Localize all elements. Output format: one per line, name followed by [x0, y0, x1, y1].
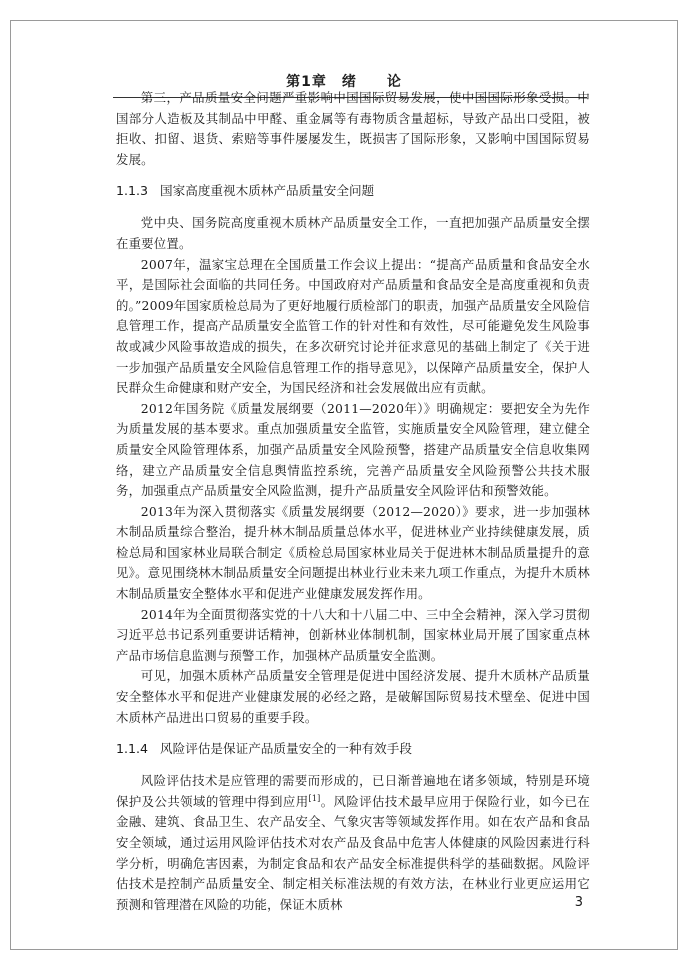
paragraph-text: 风险评估技术是应管理的需要而形成的，已日渐普遍地在诸多领域，特别是环境保护及公共领域的管理中得到应用 — [116, 773, 590, 809]
page-number: 3 — [574, 895, 583, 910]
paragraph: 可见，加强木质林产品质量安全管理是促进中国经济发展、提升木质林产品质量安全整体水平和促进产业健康发展的必经之路，是破解国际贸易技术壁垒、促进中国木质林产品进出口贸易的重要手段。 — [116, 668, 590, 725]
chapter-running-head: 第1章 绪 论 — [286, 74, 402, 90]
paragraph: 第三，产品质量安全问题严重影响中国国际贸易发展，使中国国际形象受损。中国部分人造板及其制品中甲醛、重金属等有毒物质含量超标，导致产品出口受阻，被拒收、扣留、退货、索赔等事件屡屡发生，既损害了国际形象，又影响中国国际贸易发展。 — [116, 90, 590, 167]
section-number: 1.1.3 — [116, 183, 149, 199]
section-number: 1.1.4 — [116, 741, 149, 757]
paragraph: 2012年国务院《质量发展纲要（2011—2020年）》明确规定：要把安全为先作为质量发展的基本要求。重点加强质量安全监管，实施质量安全风险管理，建立健全质量安全风险管理体系，加强产品质量安全风险预警，搭建产品质量安全信息收集网络，建立产品质量安全信息舆情监控系统，完善产品质量安全风险预警公共技术服务，加强重点产品质量安全风险监测，提升产品质量安全风险评估和预警效能。 — [116, 400, 590, 499]
section-title: 风险评估是保证产品质量安全的一种有效手段 — [160, 741, 412, 757]
section-title: 国家高度重视木质林产品质量安全问题 — [160, 183, 375, 199]
page-body — [116, 88, 590, 915]
paragraph — [116, 771, 590, 915]
paragraph-text: 。风险评估技术最早应用于保险行业，如今已在金融、建筑、食品卫生、农产品安全、气象灾害等领域发挥作用。如在农产品和食品安全领域，通过运用风险评估技术对农产品及食品中危害人体健康的风险因素进行科学分析，明确危害因素，为制定食品和农产品安全标准提供科学的基础数据。风险评估技术是控制产品质量安全、制定相关标准法规的有效方法，在林业行业更应运用它预测和管理潜在风险的功能，保证木质林 — [116, 793, 591, 912]
paragraph: 2013年为深入贯彻落实《质量发展纲要（2012—2020）》要求，进一步加强林木制品质量综合整治，提升林木制品质量总体水平，促进林业产业持续健康发展，质检总局和国家林业局联合制定《质检总局国家林业局关于促进林木制品质量提升的意见》。意见围绕林木制品质量安全问题提出林业行业未来九项工作重点，为提升木质林木制品质量安全整体水平和促进产业健康发展发挥作用。 — [116, 503, 590, 602]
section-heading-1-1-3 — [116, 181, 590, 201]
section-heading-1-1-4 — [116, 739, 590, 759]
paragraph: 党中央、国务院高度重视木质林产品质量安全工作，一直把加强产品质量安全摆在重要位置。 — [116, 215, 590, 251]
paragraph: 2014年为全面贯彻落实党的十八大和十八届二中、三中全会精神，深入学习贯彻习近平总书记系列重要讲话精神，创新林业体制机制，国家林业局开展了国家重点林产品市场信息监测与预警工作，加强林产品质量安全监测。 — [116, 606, 590, 663]
paragraph: 2007年，温家宝总理在全国质量工作会议上提出：“提高产品质量和食品安全水平，是国际社会面临的共同任务。中国政府对产品质量和食品安全是高度重视和负责的。”2009年国家质检总局为了更好地履行质检部门的职责，加强产品质量安全风险信息管理工作，提高产品质量安全监管工作的针对性和有效性，尽可能避免发生风险事故或减少风险事故造成的损失，在多次研究讨论并征求意见的基础上制定了《关于进一步加强产品质量安全风险信息管理工作的指导意见》，以保障产品质量安全，保护人民群众生命健康和财产安全，为国民经济和社会发展做出应有贡献。 — [116, 256, 590, 396]
citation-reference[interactable]: [1] — [308, 793, 321, 803]
